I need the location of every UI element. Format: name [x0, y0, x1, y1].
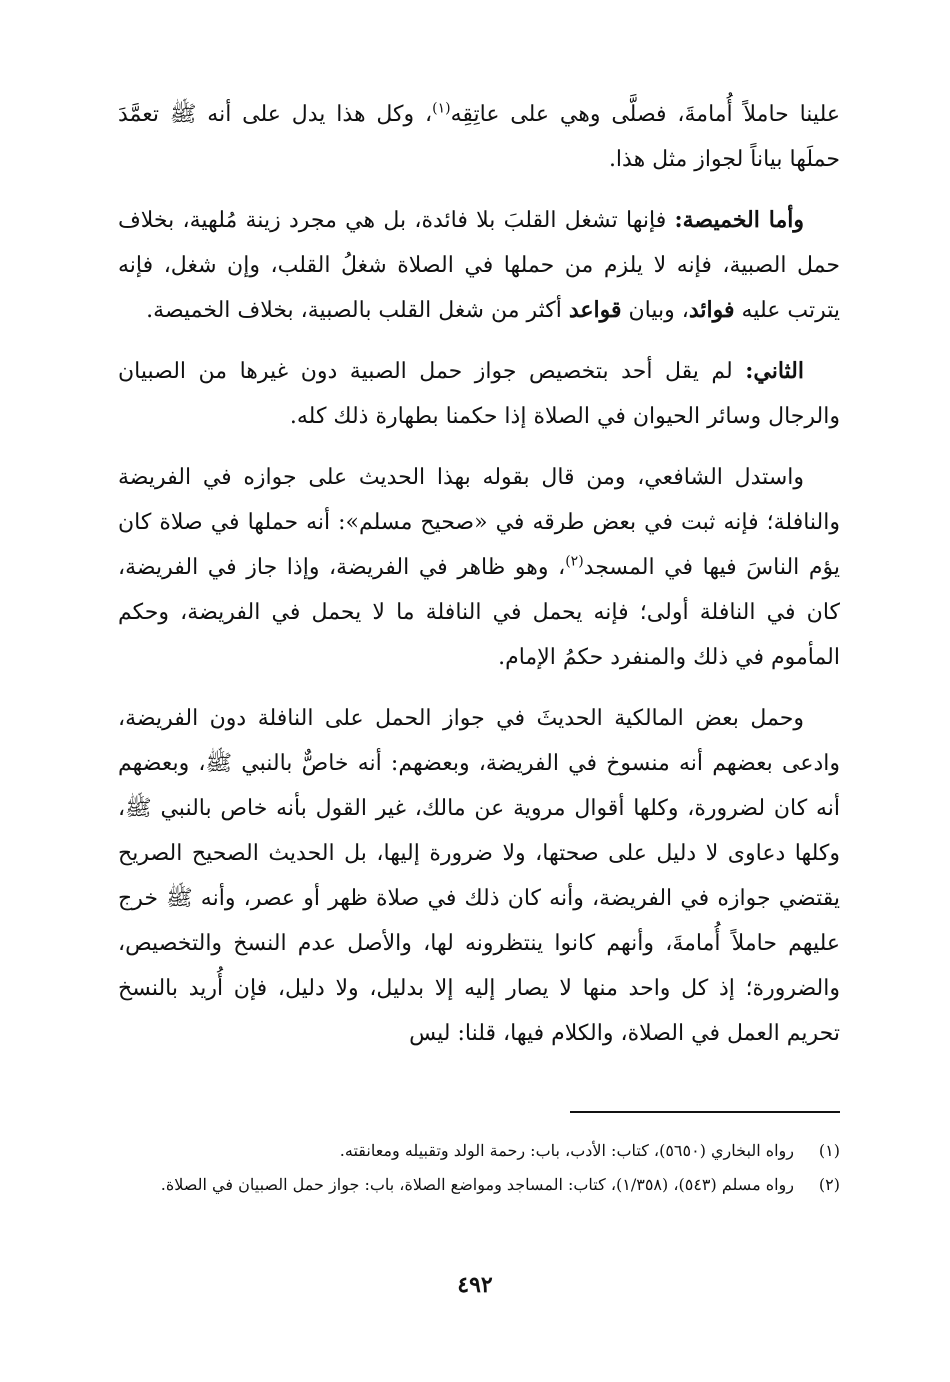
paragraph-2-text-c: أكثر من شغل القلب بالصبية، بخلاف الخميصة.	[146, 298, 569, 323]
paragraph-4	[118, 455, 840, 680]
paragraph-5	[118, 696, 840, 1056]
footnote-2-number: (٢)	[818, 1175, 840, 1194]
page-number: ٤٩٢	[457, 1272, 493, 1298]
paragraph-3-text: لم يقل أحد بتخصيص جواز حمل الصبية دون غيرها من الصبيان والرجال وسائر الحيوان في الصلاة إذا حكمنا بطهارة ذلك كله.	[118, 359, 840, 429]
paragraph-3-lead: الثاني:	[745, 358, 804, 384]
paragraph-3	[118, 349, 840, 439]
paragraph-5-text: وحمل بعض المالكية الحديثَ في جواز الحمل على النافلة دون الفريضة، وادعى بعضهم أنه منسوخ في الفريضة، وبعضهم: أنه خاصٌّ بالنبي ﷺ، وبعضهم أنه كان لضرورة، وكلها أقوال مروية عن مالك، غير القول بأنه خاص بالنبي ﷺ، وكلها دعاوى لا دليل على صحتها، ولا ضرورة إليها، بل الحديث الصحيح الصريح يقتضي جوازه في الفريضة، وأنه كان ذلك في صلاة ظهر أو عصر، وأنه ﷺ خرج عليهم حاملاً أُمامةَ، وأنهم كانوا ينتظرونه لها، والأصل عدم النسخ والتخصيص، والضرورة؛ إذ كل واحد منها لا يصار إليه إلا بدليل، ولا دليل، فإن أُريد بالنسخ تحريم العمل في الصلاة، والكلام فيها، قلنا: ليس	[118, 706, 840, 1046]
footnote-2-text: رواه مسلم (٥٤٣)، (١/٣٥٨)، كتاب: المساجد ومواضع الصلاة، باب: جواز حمل الصبيان في الصلاة.	[160, 1175, 794, 1194]
footnote-2	[118, 1170, 840, 1200]
paragraph-2-bold-2: قواعد	[568, 297, 622, 323]
paragraph-1-text-b: ، وكل هذا يدل على أنه ﷺ تعمَّدَ حملَها بياناً لجواز مثل هذا.	[118, 102, 840, 172]
footnotes	[118, 1136, 840, 1204]
paragraph-4-text-b: ، وهو ظاهر في الفريضة، وإذا جاز في الفريضة، كان في النافلة أولى؛ فإنه يحمل في النافلة ما لا يحمل في الفريضة، وحكم المأموم في ذلك والمنفرد حكمُ الإمام.	[118, 555, 840, 670]
paragraph-2-text-a: فإنها تشغل القلبَ بلا فائدة، بل هي مجرد زينة مُلهية، بخلاف حمل الصبية، فإنه لا يلزم من حملها في الصلاة شغلُ القلب، وإن شغل، فإنه يترتب عليه	[118, 208, 840, 323]
paragraph-2-bold-1: فوائد	[688, 297, 735, 323]
footnote-divider	[570, 1111, 840, 1113]
paragraph-1-text-a: علينا حاملاً أُمامةَ، فصلَّى وهي على عاتِقِه	[450, 102, 840, 127]
paragraph-2-lead: وأما الخميصة:	[674, 207, 804, 233]
paragraph-4-text-a: واستدل الشافعي، ومن قال بقوله بهذا الحديث على جوازه في الفريضة والنافلة؛ فإنه ثبت في بعض طرقه في «صحيح مسلم»: أنه حملها في صلاة كان يؤم الناسَ فيها في المسجد	[118, 465, 840, 580]
footnote-1-text: رواه البخاري (٥٦٥٠)، كتاب: الأدب، باب: رحمة الولد وتقبيله ومعانقته.	[339, 1141, 794, 1160]
footnote-ref-1[interactable]: (١)	[432, 100, 451, 117]
paragraph-1	[118, 92, 840, 182]
footnote-1	[118, 1136, 840, 1166]
paragraph-2	[118, 198, 840, 333]
footnote-1-number: (١)	[818, 1141, 840, 1160]
paragraph-2-text-b: ، وبيان	[621, 298, 689, 323]
footnote-ref-2[interactable]: (٢)	[565, 553, 584, 570]
page-body	[118, 92, 840, 1072]
